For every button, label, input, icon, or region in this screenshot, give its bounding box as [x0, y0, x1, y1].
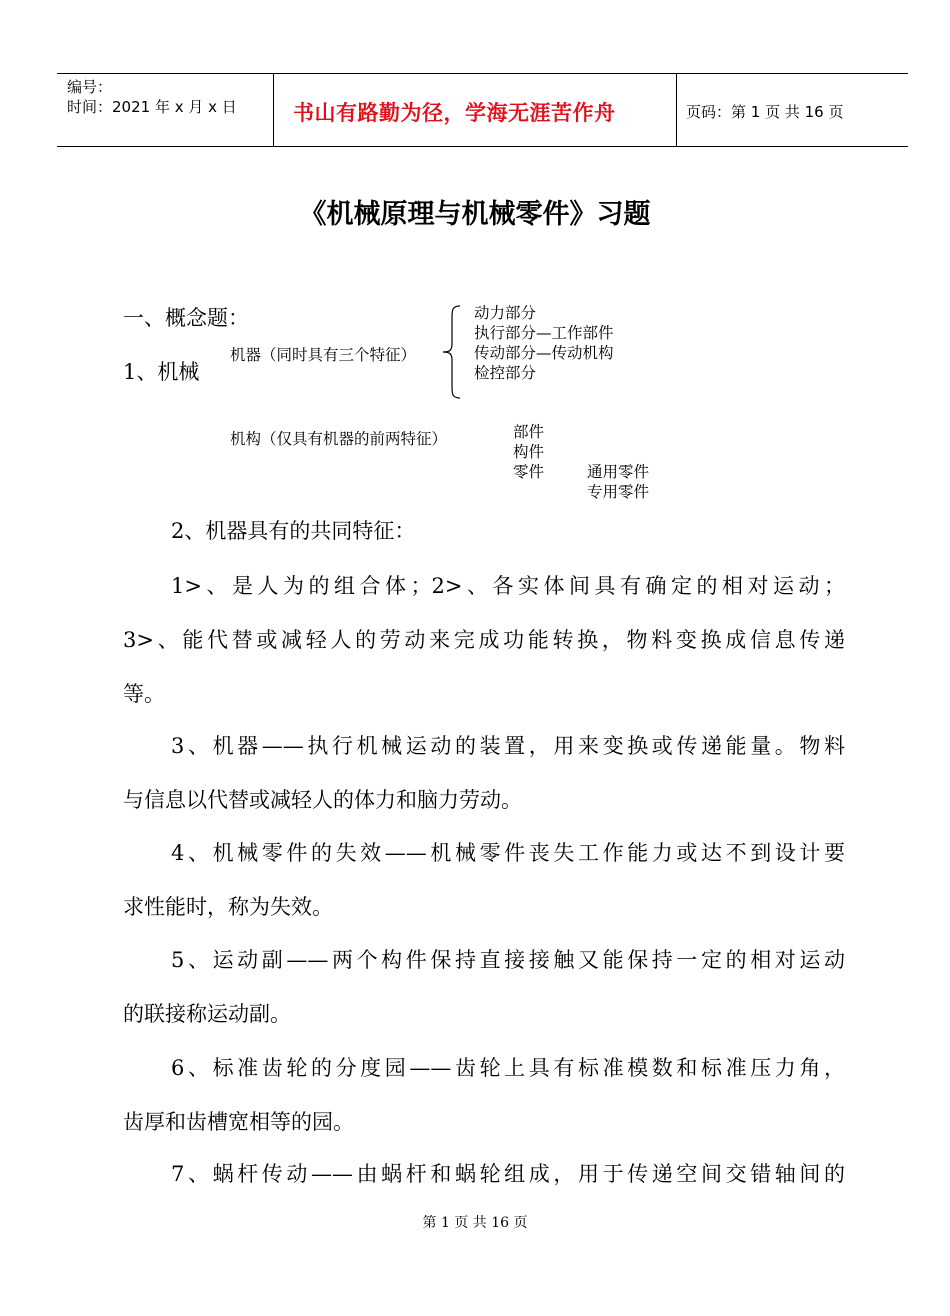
paragraph-line: 齿厚和齿槽宽相等的园。 [123, 1110, 354, 1134]
paragraph-line: 与信息以代替或减轻人的体力和脑力劳动。 [123, 788, 522, 812]
paragraph-line: 3、机器——执行机械运动的装置，用来变换或传递能量。物料 [171, 734, 845, 758]
mechanism-part: 部件 [513, 423, 545, 441]
paragraph-line: 7、蜗杆传动——由蜗杆和蜗轮组成，用于传递空间交错轴间的 [171, 1162, 845, 1186]
paragraph-features [123, 559, 845, 721]
mechanism-part: 构件 [513, 443, 545, 461]
part-type: 通用零件 [587, 463, 650, 481]
diagram-root-label: 1、机械 [123, 360, 200, 384]
header-divider [676, 73, 677, 147]
paragraph-line: 1>、是人为的组合体；2>、各实体间具有确定的相对运动； [171, 574, 845, 598]
mechanism-label: 机构（仅具有机器的前两特征） [230, 430, 448, 448]
paragraph-line: 5、运动副——两个构件保持直接接触又能保持一定的相对运动 [171, 948, 845, 972]
paragraph-line: 求性能时，称为失效。 [123, 895, 333, 919]
paragraph-line: 3>、能代替或减轻人的劳动来完成功能转换，物料变换成信息传递 [123, 628, 845, 652]
paragraph-failure-definition [123, 826, 845, 934]
paragraph-line: 等。 [123, 682, 165, 706]
page-title: 《机械原理与机械零件》习题 [299, 199, 651, 230]
header-motto: 书山有路勤为径，学海无涯苦作舟 [293, 101, 616, 125]
brace-icon [440, 304, 466, 400]
paragraph-feature-heading [123, 504, 845, 558]
machine-label: 机器（同时具有三个特征） [230, 346, 417, 364]
paragraph-kinematic-pair [123, 933, 845, 1041]
page-footer: 第 1 页 共 16 页 [422, 1215, 528, 1231]
header-page-info: 页码：第 1 页 共 16 页 [686, 103, 844, 121]
paragraph-pitch-circle [123, 1041, 845, 1149]
document-date-label: 时间：2021 年 x 月 x 日 [67, 98, 237, 116]
paragraph-worm-drive [123, 1147, 845, 1201]
header-bottom-rule [57, 146, 908, 147]
machine-part: 动力部分 [474, 304, 537, 322]
paragraph-line: 6、标准齿轮的分度园——齿轮上具有标准模数和标准压力角， [171, 1056, 845, 1080]
machine-part: 执行部分—工作部件 [474, 324, 614, 342]
header-divider [273, 73, 274, 147]
paragraph-line: 4、机械零件的失效——机械零件丧失工作能力或达不到设计要 [171, 841, 845, 865]
paragraph-line: 的联接称运动副。 [123, 1002, 291, 1026]
machine-part: 检控部分 [474, 364, 537, 382]
mechanism-part: 零件 [513, 463, 545, 481]
document-number-label: 编号： [67, 78, 113, 96]
paragraph-machine-definition [123, 719, 845, 827]
part-type: 专用零件 [587, 483, 650, 501]
machine-part: 传动部分—传动机构 [474, 344, 614, 362]
section-heading: 一、概念题： [123, 306, 249, 330]
header-top-rule [57, 73, 908, 74]
paragraph-line: 2、机器具有的共同特征： [171, 519, 416, 543]
